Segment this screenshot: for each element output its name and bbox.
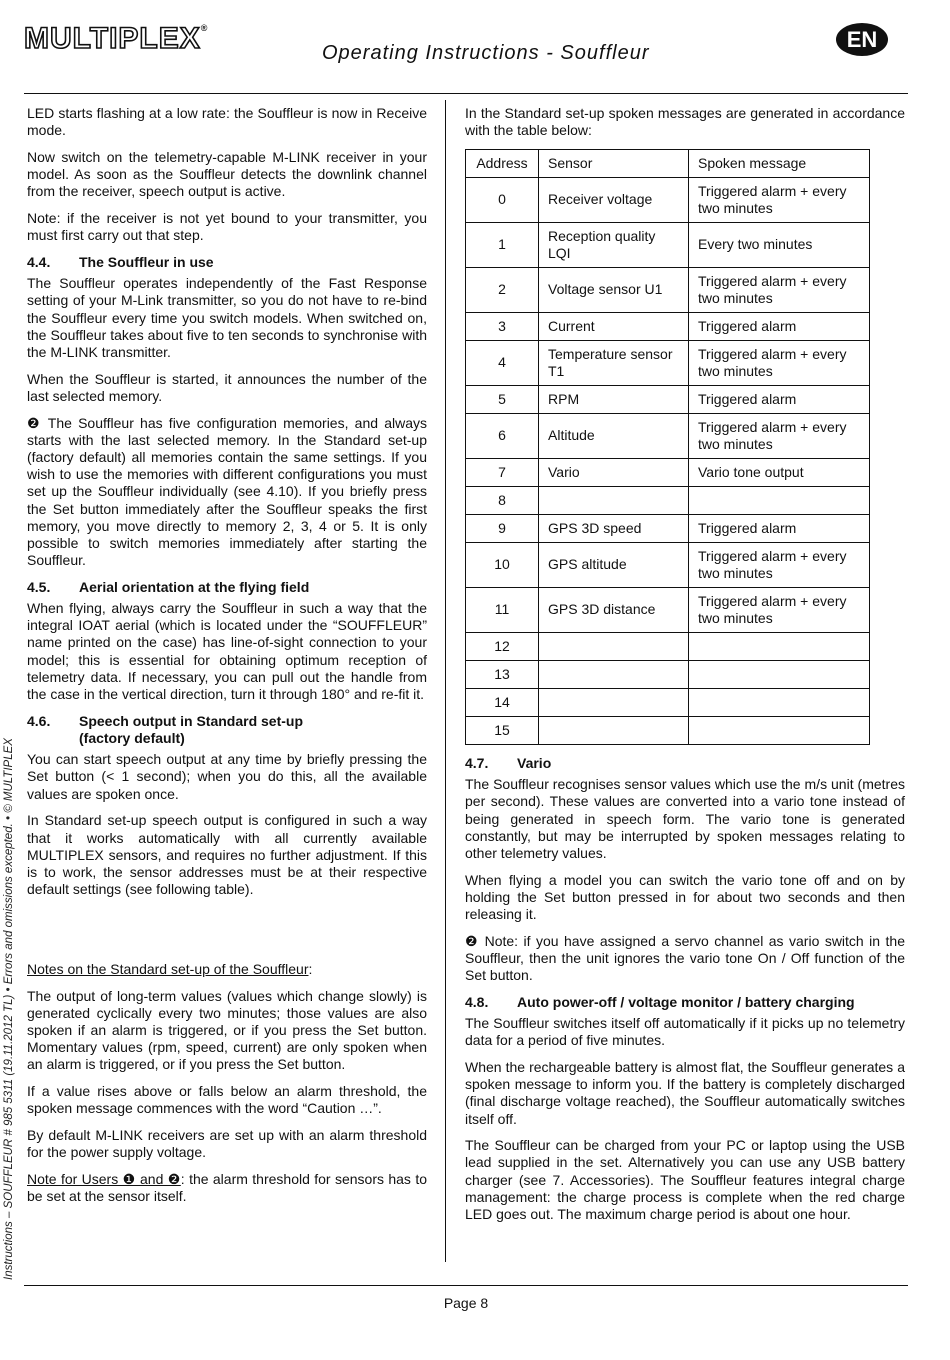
table-cell: Vario [539,458,689,486]
table-cell: 2 [466,267,539,312]
table-row [466,222,870,267]
table-cell: Receiver voltage [539,177,689,222]
table-cell: 8 [466,486,539,514]
table-cell: GPS 3D speed [539,514,689,542]
table-row [466,542,870,587]
page-number: Page 8 [443,1295,489,1311]
section-number: 4.8. [465,993,489,1010]
table-cell [689,486,870,514]
table-cell: Triggered alarm + every two minutes [689,587,870,632]
section-title: The Souffleur in use [79,253,214,270]
document-title: Operating Instructions - Souffleur [322,42,650,64]
table-cell [689,688,870,716]
table-cell: Triggered alarm [689,514,870,542]
notes-heading [27,961,427,978]
table-row [466,385,870,413]
table-cell: 6 [466,413,539,458]
section-heading-4-4 [27,254,427,271]
section-title: Vario [517,754,552,771]
paragraph [27,1171,427,1205]
table-cell: 3 [466,312,539,340]
sensor-address-table [465,149,870,745]
note-for-users: Note for Users ❶ and ❷ [27,1170,181,1187]
table-cell: Temperature sensor T1 [539,340,689,385]
table-cell: Reception quality LQI [539,222,689,267]
table-cell [689,716,870,744]
paragraph: The Souffleur operates independently of the Fast Response setting of your M-Link transmitter, so you do not have to re-bind the Souffleur every time you switch models. When switched on, the Souffleur takes about five to ten seconds to synchronise with the M-LINK transmitter. [27,275,427,360]
table-row [466,340,870,385]
header-rule [24,93,908,94]
table-row [466,458,870,486]
table-cell: Triggered alarm [689,385,870,413]
paragraph: Note: if the receiver is not yet bound to your transmitter, you must first carry out that step. [27,210,427,244]
table-cell: 5 [466,385,539,413]
section-number: 4.5. [27,578,51,595]
table-cell: GPS altitude [539,542,689,587]
table-header-cell: Address [466,149,539,177]
table-cell: RPM [539,385,689,413]
table-cell [689,660,870,688]
table-cell: 13 [466,660,539,688]
footer-rule [24,1285,908,1286]
section-number: 4.4. [27,253,51,270]
table-cell: Every two minutes [689,222,870,267]
paragraph: When the Souffleur is started, it announces the number of the last selected memory. [27,370,427,404]
table-header-cell: Sensor [539,149,689,177]
paragraph: When flying a model you can switch the vario tone off and on by holding the Set button pressed in for about two seconds and then releasing it. [465,871,905,923]
table-cell: Triggered alarm + every two minutes [689,340,870,385]
table-cell: Current [539,312,689,340]
table-cell [539,486,689,514]
paragraph: The Souffleur recognises sensor values which use the m/s unit (metres per second). These values are converted into a vario tone instead of being generated in speech form. The vario tone is generated constantly, but may be interrupted by spoken messages relating to other telemetry values. [465,776,905,861]
section-number: 4.7. [465,754,489,771]
paragraph: ❷ The Souffleur has five configuration memories, and always starts with the last selected memory. In the Standard set-up (factory default) all memories contain the same settings. If you wish to use the memories with different configurations you must set up the Souffleur individually (see 4.10). If you briefly press the Set button immediately after the Souffleur speaks the first memory, you move directly to memory 2, 3, 4 or 5. It is only possible to switch memories immediately after starting the Souffleur. [27,414,427,569]
table-cell: 4 [466,340,539,385]
table-row [466,632,870,660]
table-row [466,413,870,458]
side-note: Instructions – SOUFFLEUR # 985 5311 (19.11.2012 TL) • Errors and omissions excepted. • © MULTIPLEX [3,738,15,1280]
table-cell: 0 [466,177,539,222]
table-row [466,267,870,312]
paragraph: The Souffleur can be charged from your PC or laptop using the USB lead supplied in the set. Alternatively you can use any USB battery charger (see 7. Accessories). The Souffleur features integral charge management: the charge process is complete when the red charge LED goes out. The maximum charge period is about one hour. [465,1137,905,1223]
table-cell: 15 [466,716,539,744]
section-heading-4-7 [465,755,905,772]
paragraph: If a value rises above or falls below an alarm threshold, the spoken message commences with the word “Caution …”. [27,1083,427,1117]
table-row [466,587,870,632]
registered-mark: ® [200,23,209,33]
table-cell: 12 [466,632,539,660]
table-cell: 11 [466,587,539,632]
table-cell: GPS 3D distance [539,587,689,632]
table-cell: Altitude [539,413,689,458]
table-cell: Voltage sensor U1 [539,267,689,312]
paragraph: In the Standard set-up spoken messages are generated in accordance with the table below: [465,105,905,139]
paragraph: ❷ Note: if you have assigned a servo channel as vario switch in the Souffleur, then the unit ignores the vario tone On / Off function of the Set button. [465,932,905,984]
table-cell [539,716,689,744]
table-cell: 10 [466,542,539,587]
note-for-users-rest: : the alarm threshold for sensors has to be set at the sensor itself. [27,1170,427,1205]
notes-heading-colon: : [308,960,313,977]
paragraph: LED starts flashing at a low rate: the Souffleur is now in Receive mode. [27,105,427,139]
left-column [27,105,427,1215]
table-cell: Triggered alarm [689,312,870,340]
table-header-row [466,149,870,177]
table-cell: Vario tone output [689,458,870,486]
table-cell: 7 [466,458,539,486]
notes-heading-text: Notes on the Standard set-up of the Souffleur [27,960,309,977]
table-row [466,688,870,716]
paragraph: You can start speech output at any time by briefly pressing the Set button (< 1 second); when you do this, all the available values are spoken once. [27,751,427,802]
paragraph: By default M-LINK receivers are set up with an alarm threshold for the power supply voltage. [27,1126,427,1161]
table-cell: 9 [466,514,539,542]
section-title: Speech output in Standard set-up [79,712,304,729]
table-row [466,312,870,340]
table-cell [689,632,870,660]
section-title-line2: (factory default) [79,730,185,746]
table-cell: Triggered alarm + every two minutes [689,542,870,587]
table-row [466,716,870,744]
column-divider [445,100,446,1262]
paragraph: When flying, always carry the Souffleur in such a way that the integral IOAT aerial (which is located under the “SOUFFLEUR” name printed on the case) has line-of-sight connection to your model; this is essential for obtaining optimum reception of telemetry data. If necessary, you can pull out the handle from the case in the vertical direction, turn it through 180° and re-fit it. [27,600,427,703]
paragraph: When the rechargeable battery is almost flat, the Souffleur generates a spoken message to inform you. If the battery is completely discharged (final discharge voltage reached), the Souffleur automatically switches itself off. [465,1058,905,1127]
table-cell [539,660,689,688]
section-number: 4.6. [27,712,51,729]
brand-name: MULTIPLEX [24,22,201,55]
section-title: Auto power-off / voltage monitor / battery charging [517,993,855,1010]
table-cell: Triggered alarm + every two minutes [689,177,870,222]
paragraph: In Standard set-up speech output is configured in such a way that it works automatically with all currently available MULTIPLEX sensors, and requires no further adjustment. If this is to work, the sensor addresses must be at their respective default settings (see following table). [27,812,427,898]
table-cell: Triggered alarm + every two minutes [689,413,870,458]
section-heading-4-8 [465,994,905,1011]
right-column [465,105,905,1233]
section-heading-4-6 [27,713,427,747]
table-row [466,177,870,222]
table-cell [539,688,689,716]
table-cell: Triggered alarm + every two minutes [689,267,870,312]
brand-logo [24,22,208,56]
section-title: Aerial orientation at the flying field [79,578,310,595]
language-badge: EN [836,23,888,56]
table-cell: 14 [466,688,539,716]
table-row [466,486,870,514]
table-cell: 1 [466,222,539,267]
paragraph: Now switch on the telemetry-capable M-LINK receiver in your model. As soon as the Souffleur detects the downlink channel from the receiver, speech output is active. [27,148,427,200]
table-row [466,514,870,542]
paragraph: The output of long-term values (values which change slowly) is generated cyclically every two minutes; those values are also spoken if an alarm is triggered, or if you press the Set button. Momentary values (rpm, speed, current) are only spoken when an alarm is triggered, or if you press the Set button. [27,987,427,1073]
table-cell [539,632,689,660]
table-header-cell: Spoken message [689,149,870,177]
table-row [466,660,870,688]
section-heading-4-5 [27,579,427,596]
paragraph: The Souffleur switches itself off automatically if it picks up no telemetry data for a period of five minutes. [465,1015,905,1049]
